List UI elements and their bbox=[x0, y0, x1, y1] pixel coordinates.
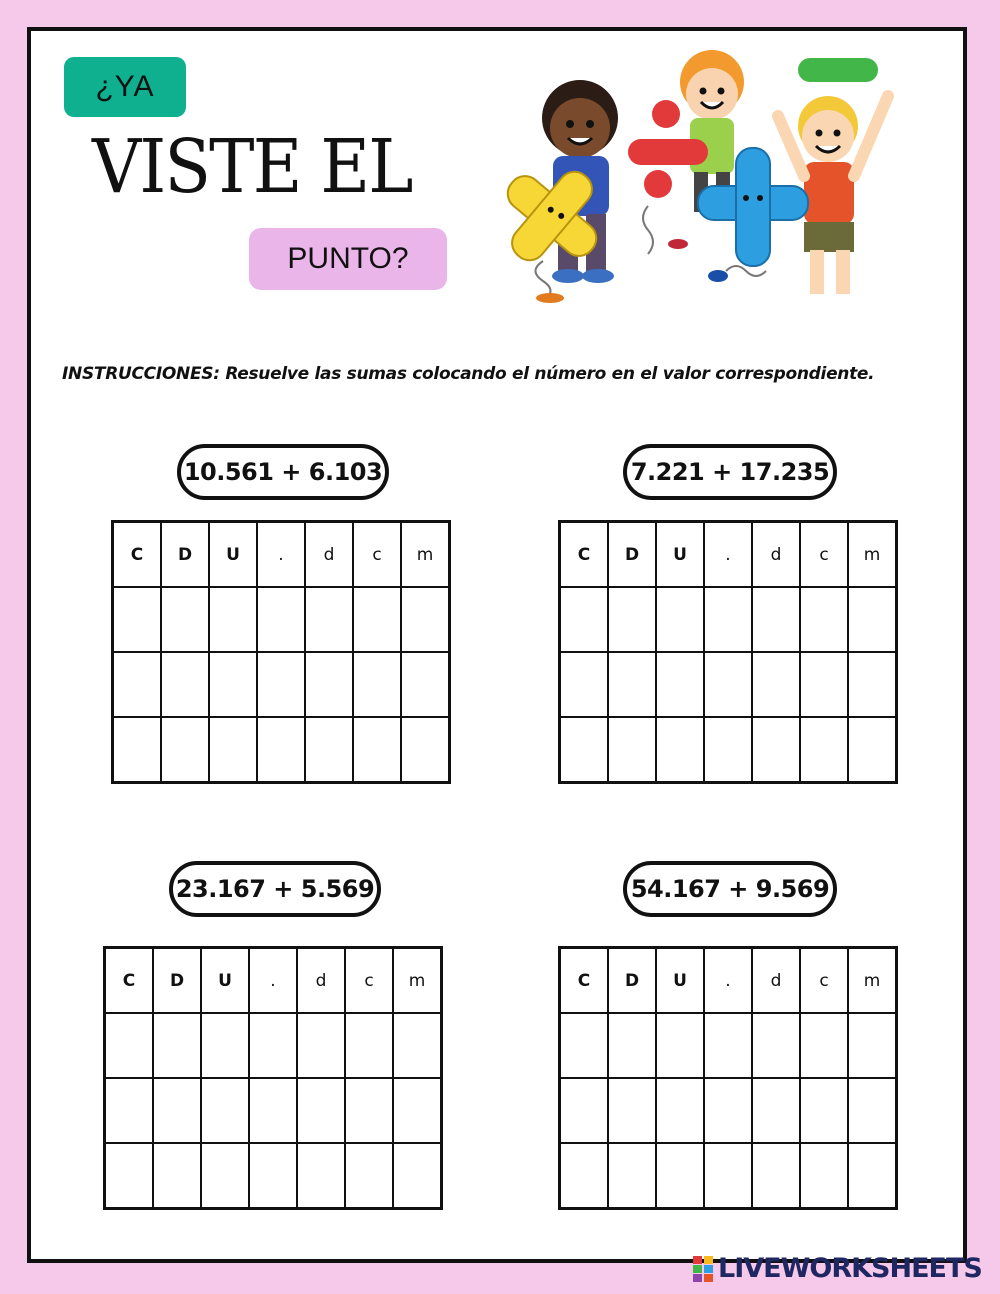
answer-cell[interactable] bbox=[257, 652, 305, 717]
problem-3-answer-grid bbox=[103, 946, 443, 1210]
answer-cell[interactable] bbox=[608, 587, 656, 652]
answer-cell[interactable] bbox=[752, 1143, 800, 1209]
grid-row bbox=[560, 1143, 897, 1209]
grid-row bbox=[560, 1078, 897, 1143]
header-centesimos: c bbox=[353, 522, 401, 588]
answer-cell[interactable] bbox=[704, 1143, 752, 1209]
header-unidades: U bbox=[656, 522, 704, 588]
answer-cell[interactable] bbox=[113, 717, 162, 783]
answer-cell[interactable] bbox=[209, 587, 257, 652]
answer-cell[interactable] bbox=[153, 1013, 201, 1078]
answer-cell[interactable] bbox=[393, 1143, 442, 1209]
answer-cell[interactable] bbox=[656, 587, 704, 652]
header-unidades: U bbox=[209, 522, 257, 588]
grid-row bbox=[105, 1013, 442, 1078]
answer-cell[interactable] bbox=[305, 717, 353, 783]
header-milesimos: m bbox=[848, 948, 897, 1014]
liveworksheets-watermark bbox=[692, 1253, 982, 1284]
answer-cell[interactable] bbox=[704, 1013, 752, 1078]
answer-cell[interactable] bbox=[560, 1078, 609, 1143]
answer-cell[interactable] bbox=[249, 1143, 297, 1209]
answer-cell[interactable] bbox=[848, 1078, 897, 1143]
grid-row bbox=[560, 587, 897, 652]
answer-cell[interactable] bbox=[153, 1143, 201, 1209]
header-decimal-point: . bbox=[249, 948, 297, 1014]
answer-cell[interactable] bbox=[297, 1078, 345, 1143]
problem-1-answer-grid bbox=[111, 520, 451, 784]
answer-cell[interactable] bbox=[297, 1013, 345, 1078]
problem-4-expression: 54.167 + 9.569 bbox=[623, 861, 837, 917]
answer-cell[interactable] bbox=[800, 1143, 848, 1209]
grid-row bbox=[105, 1078, 442, 1143]
header-decimal-point: . bbox=[704, 522, 752, 588]
minus-symbol-illustration bbox=[798, 58, 878, 82]
answer-cell[interactable] bbox=[848, 1013, 897, 1078]
answer-cell[interactable] bbox=[401, 717, 450, 783]
grid-row bbox=[560, 652, 897, 717]
answer-cell[interactable] bbox=[656, 652, 704, 717]
grid-row bbox=[113, 717, 450, 783]
answer-cell[interactable] bbox=[209, 652, 257, 717]
grid-header-row bbox=[560, 948, 897, 1014]
page-title: VISTE EL bbox=[92, 124, 412, 210]
answer-cell[interactable] bbox=[752, 1078, 800, 1143]
answer-cell[interactable] bbox=[608, 1078, 656, 1143]
answer-cell[interactable] bbox=[353, 717, 401, 783]
answer-cell[interactable] bbox=[201, 1013, 249, 1078]
answer-cell[interactable] bbox=[656, 1143, 704, 1209]
tag-ya: ¿YA bbox=[64, 57, 186, 117]
header-milesimos: m bbox=[401, 522, 450, 588]
grid-row bbox=[113, 587, 450, 652]
answer-cell[interactable] bbox=[393, 1013, 442, 1078]
answer-cell[interactable] bbox=[848, 717, 897, 783]
answer-cell[interactable] bbox=[848, 587, 897, 652]
header-centenas: C bbox=[105, 948, 154, 1014]
answer-cell[interactable] bbox=[656, 717, 704, 783]
answer-cell[interactable] bbox=[800, 1013, 848, 1078]
grid-row bbox=[105, 1143, 442, 1209]
answer-cell[interactable] bbox=[345, 1078, 393, 1143]
answer-cell[interactable] bbox=[752, 717, 800, 783]
instructions-text: INSTRUCCIONES: Resuelve las sumas colocando el número en el valor correspondiente. bbox=[62, 364, 875, 384]
answer-cell[interactable] bbox=[353, 587, 401, 652]
header-centesimos: c bbox=[800, 948, 848, 1014]
answer-cell[interactable] bbox=[704, 717, 752, 783]
header-decimos: d bbox=[752, 522, 800, 588]
answer-cell[interactable] bbox=[704, 652, 752, 717]
answer-cell[interactable] bbox=[201, 1143, 249, 1209]
answer-cell[interactable] bbox=[401, 652, 450, 717]
answer-cell[interactable] bbox=[161, 652, 209, 717]
grid-header-row bbox=[560, 522, 897, 588]
answer-cell[interactable] bbox=[113, 652, 162, 717]
answer-cell[interactable] bbox=[345, 1013, 393, 1078]
answer-cell[interactable] bbox=[848, 1143, 897, 1209]
answer-cell[interactable] bbox=[560, 652, 609, 717]
header-decimal-point: . bbox=[257, 522, 305, 588]
header-unidades: U bbox=[201, 948, 249, 1014]
answer-cell[interactable] bbox=[656, 1013, 704, 1078]
header-decenas: D bbox=[153, 948, 201, 1014]
header-decimal-point: . bbox=[704, 948, 752, 1014]
header-decenas: D bbox=[161, 522, 209, 588]
answer-cell[interactable] bbox=[608, 1143, 656, 1209]
answer-cell[interactable] bbox=[401, 587, 450, 652]
answer-cell[interactable] bbox=[113, 587, 162, 652]
answer-cell[interactable] bbox=[305, 587, 353, 652]
answer-cell[interactable] bbox=[608, 1013, 656, 1078]
answer-cell[interactable] bbox=[297, 1143, 345, 1209]
header-unidades: U bbox=[656, 948, 704, 1014]
answer-cell[interactable] bbox=[608, 652, 656, 717]
answer-cell[interactable] bbox=[161, 587, 209, 652]
answer-cell[interactable] bbox=[560, 1013, 609, 1078]
answer-cell[interactable] bbox=[153, 1078, 201, 1143]
answer-cell[interactable] bbox=[752, 587, 800, 652]
answer-cell[interactable] bbox=[656, 1078, 704, 1143]
answer-cell[interactable] bbox=[560, 587, 609, 652]
answer-cell[interactable] bbox=[800, 1078, 848, 1143]
answer-cell[interactable] bbox=[161, 717, 209, 783]
problem-4-answer-grid bbox=[558, 946, 898, 1210]
problem-3-expression: 23.167 + 5.569 bbox=[169, 861, 381, 917]
answer-cell[interactable] bbox=[704, 1078, 752, 1143]
grid-header-row bbox=[105, 948, 442, 1014]
answer-cell[interactable] bbox=[249, 1078, 297, 1143]
grid-header-row bbox=[113, 522, 450, 588]
grid-row bbox=[560, 717, 897, 783]
watermark-text: LIVEWORKSHEETS bbox=[718, 1253, 982, 1284]
answer-cell[interactable] bbox=[257, 717, 305, 783]
grid-row bbox=[113, 652, 450, 717]
answer-cell[interactable] bbox=[800, 717, 848, 783]
answer-cell[interactable] bbox=[201, 1078, 249, 1143]
header-decenas: D bbox=[608, 948, 656, 1014]
problem-2-expression: 7.221 + 17.235 bbox=[623, 444, 837, 500]
header-decimos: d bbox=[305, 522, 353, 588]
answer-cell[interactable] bbox=[105, 1078, 154, 1143]
kids-math-illustration bbox=[498, 36, 908, 316]
answer-cell[interactable] bbox=[345, 1143, 393, 1209]
problem-2-answer-grid bbox=[558, 520, 898, 784]
header-decimos: d bbox=[297, 948, 345, 1014]
answer-cell[interactable] bbox=[560, 717, 609, 783]
answer-cell[interactable] bbox=[249, 1013, 297, 1078]
answer-cell[interactable] bbox=[353, 652, 401, 717]
header-centenas: C bbox=[560, 948, 609, 1014]
problem-1-expression: 10.561 + 6.103 bbox=[177, 444, 389, 500]
tag-punto: PUNTO? bbox=[249, 228, 447, 290]
answer-cell[interactable] bbox=[560, 1143, 609, 1209]
grid-row bbox=[560, 1013, 897, 1078]
header-centenas: C bbox=[113, 522, 162, 588]
header-decenas: D bbox=[608, 522, 656, 588]
header-decimos: d bbox=[752, 948, 800, 1014]
header-centesimos: c bbox=[345, 948, 393, 1014]
header-centesimos: c bbox=[800, 522, 848, 588]
answer-cell[interactable] bbox=[105, 1143, 154, 1209]
answer-cell[interactable] bbox=[305, 652, 353, 717]
answer-cell[interactable] bbox=[257, 587, 305, 652]
answer-cell[interactable] bbox=[752, 652, 800, 717]
answer-cell[interactable] bbox=[848, 652, 897, 717]
answer-cell[interactable] bbox=[209, 717, 257, 783]
answer-cell[interactable] bbox=[704, 587, 752, 652]
header-centenas: C bbox=[560, 522, 609, 588]
header-milesimos: m bbox=[393, 948, 442, 1014]
liveworksheets-logo-icon bbox=[692, 1255, 714, 1283]
answer-cell[interactable] bbox=[800, 587, 848, 652]
answer-cell[interactable] bbox=[608, 717, 656, 783]
answer-cell[interactable] bbox=[105, 1013, 154, 1078]
answer-cell[interactable] bbox=[393, 1078, 442, 1143]
answer-cell[interactable] bbox=[800, 652, 848, 717]
answer-cell[interactable] bbox=[752, 1013, 800, 1078]
header-milesimos: m bbox=[848, 522, 897, 588]
